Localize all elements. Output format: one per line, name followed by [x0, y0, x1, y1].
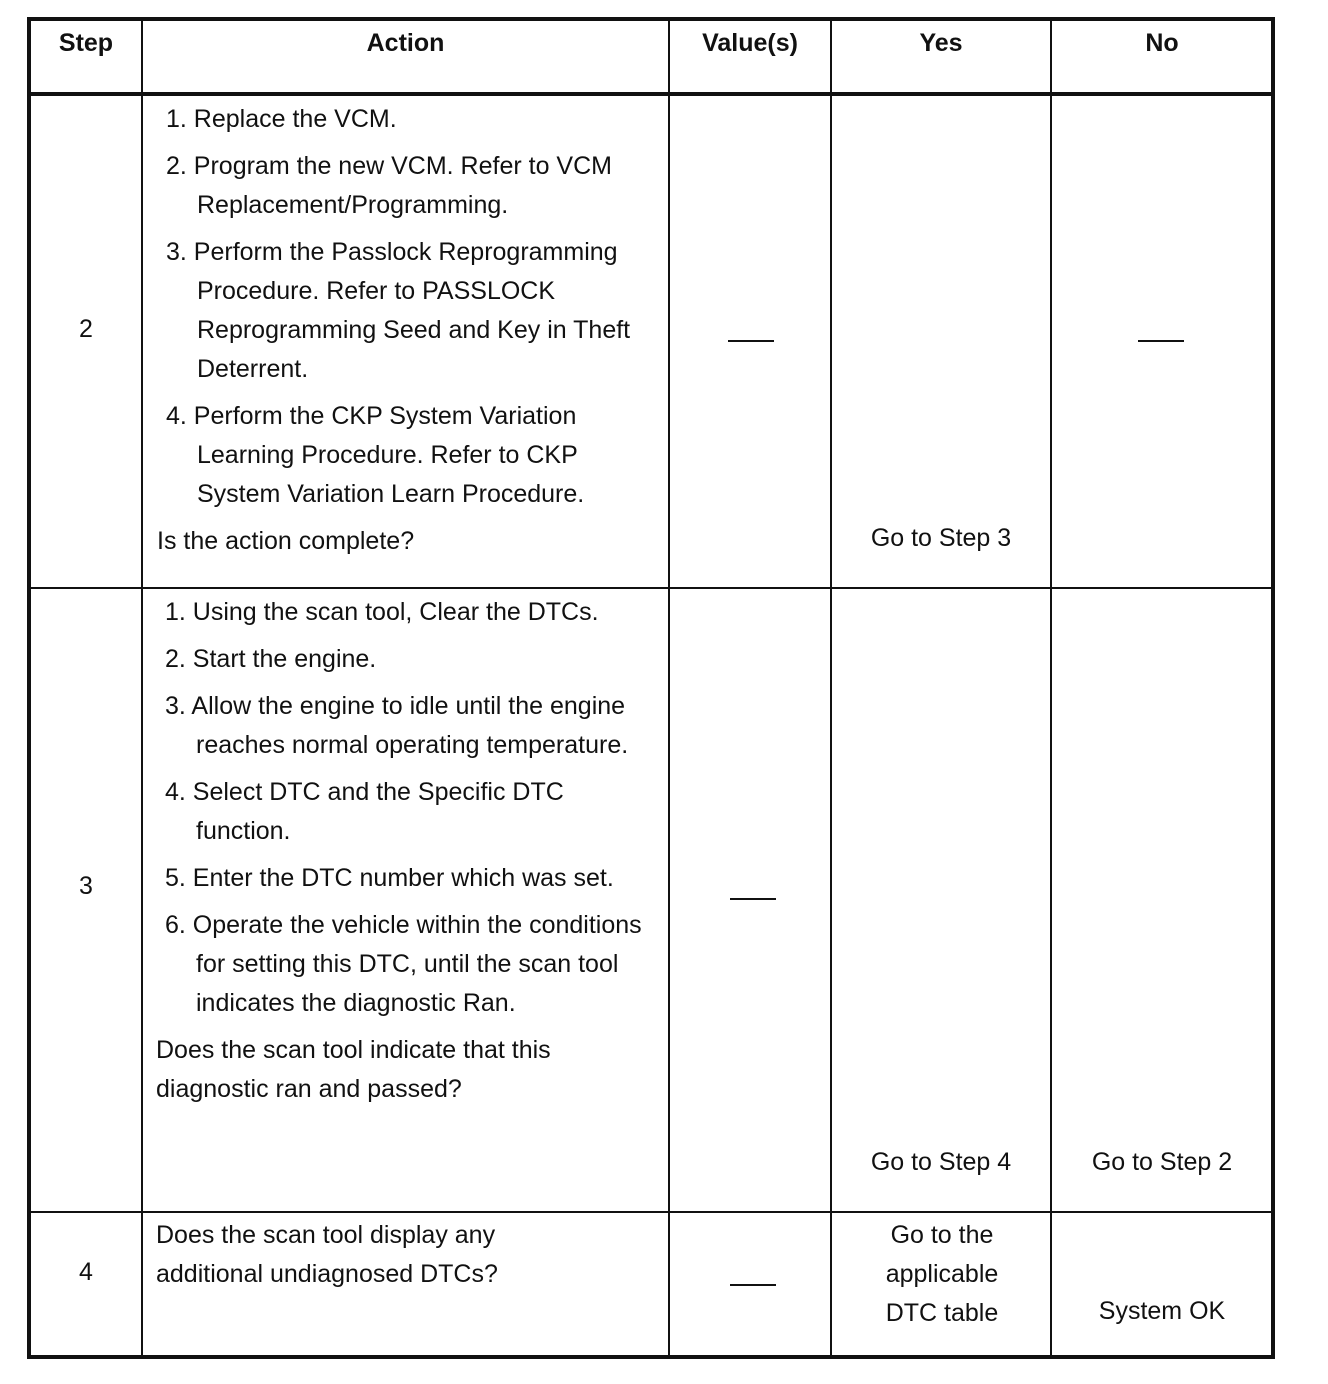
no-result: Go to Step 2	[1091, 1148, 1233, 1176]
action-item: 4. Select DTC and the Specific DTC function.	[165, 778, 564, 845]
action-question: Is the action complete?	[157, 527, 415, 555]
action-cell	[157, 100, 657, 561]
header-no: No	[1145, 29, 1179, 57]
yes-result: Go to Step 3	[870, 524, 1012, 552]
action-item: 1. Using the scan tool, Clear the DTCs.	[165, 598, 599, 626]
row-divider	[31, 587, 1271, 589]
action-item: 6. Operate the vehicle within the conditions for setting this DTC, until the scan tool indicates the diagnostic Ran.	[165, 911, 642, 1017]
value-dash	[730, 1284, 776, 1286]
yes-result: Go to Step 4	[870, 1148, 1012, 1176]
action-item: 3. Allow the engine to idle until the engine reaches normal operating temperature.	[165, 692, 629, 759]
no-dash	[1138, 340, 1184, 342]
action-item: 1. Replace the VCM.	[166, 105, 397, 133]
no-result: System OK	[1098, 1297, 1226, 1325]
column-divider	[141, 21, 143, 1355]
value-dash	[730, 898, 776, 900]
action-item: 3. Perform the Passlock Reprogramming Procedure. Refer to PASSLOCK Reprogramming Seed and Key in Theft Deterrent.	[166, 238, 631, 383]
step-number: 2	[79, 315, 93, 343]
value-dash	[728, 340, 774, 342]
header-step: Step	[58, 29, 114, 57]
action-item: 2. Start the engine.	[165, 645, 377, 673]
action-item: 4. Perform the CKP System Variation Learning Procedure. Refer to CKP System Variation Learn Procedure.	[166, 402, 585, 508]
action-question: Does the scan tool display any additional undiagnosed DTCs?	[156, 1221, 498, 1288]
step-number: 4	[79, 1258, 93, 1286]
step-number: 3	[79, 872, 93, 900]
action-cell	[156, 1216, 546, 1294]
header-values: Value(s)	[702, 29, 798, 57]
row-divider	[31, 1211, 1271, 1213]
action-item: 2. Program the new VCM. Refer to VCM Replacement/Programming.	[166, 152, 612, 219]
yes-result: Go to the applicable DTC table	[885, 1221, 999, 1327]
action-cell	[156, 593, 661, 1109]
header-divider	[31, 92, 1271, 96]
action-item: 5. Enter the DTC number which was set.	[165, 864, 614, 892]
header-yes: Yes	[919, 29, 963, 57]
column-divider	[668, 21, 670, 1355]
diagnostic-table	[27, 17, 1275, 1359]
action-question: Does the scan tool indicate that this diagnostic ran and passed?	[156, 1036, 551, 1103]
header-action: Action	[366, 29, 445, 57]
